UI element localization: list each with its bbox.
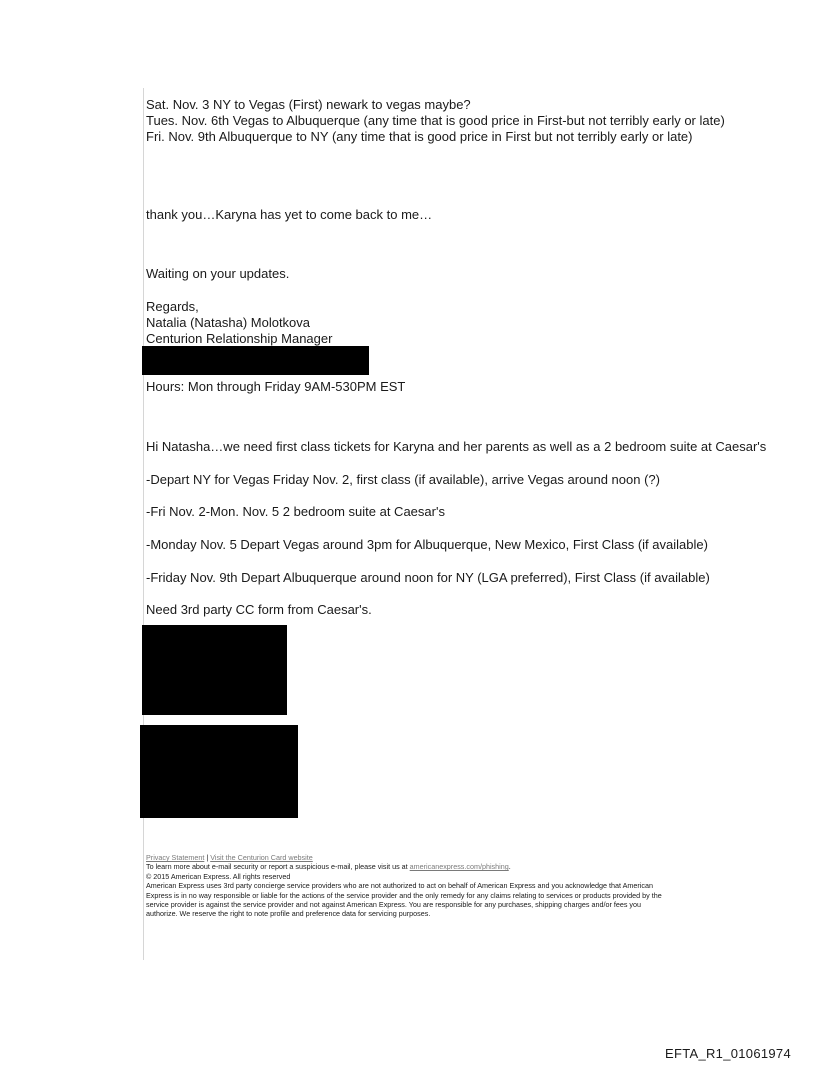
footer-links-row — [146, 853, 816, 862]
quote-margin-rule — [143, 88, 144, 960]
signature-title: Centurion Relationship Manager — [146, 331, 333, 346]
itinerary-line-3: Fri. Nov. 9th Albuquerque to NY (any time that is good price in First but not terribly early or late) — [146, 129, 693, 144]
document-id: EFTA_R1_01061974 — [665, 1046, 791, 1061]
disclaimer-line-1: American Express uses 3rd party concierge service providers who are not authorized to act on behalf of American Express and you acknowledge that American — [146, 881, 653, 891]
phishing-link[interactable]: americanexpress.com/phishing — [409, 862, 509, 872]
request-intro: Hi Natasha…we need first class tickets for Karyna and her parents as well as a 2 bedroom suite at Caesar's — [146, 439, 767, 454]
signature-regards: Regards, — [146, 299, 199, 314]
security-notice — [146, 862, 816, 871]
waiting-line: Waiting on your updates. — [146, 266, 290, 281]
itinerary-line-2: Tues. Nov. 6th Vegas to Albuquerque (any time that is good price in First-but not terribly early or late) — [146, 113, 725, 128]
email-footer — [146, 853, 816, 919]
footer-separator: | — [206, 853, 209, 862]
disclaimer-line-2: Express is in no way responsible or liable for the actions of the service provider and the only remedy for any claims relating to services or products provided by the — [146, 890, 662, 900]
request-item-2: -Fri Nov. 2-Mon. Nov. 5 2 bedroom suite at Caesar's — [146, 504, 445, 519]
copyright-line: © 2015 American Express. All rights reserved — [146, 871, 291, 881]
signature-name: Natalia (Natasha) Molotkova — [146, 315, 311, 330]
request-closing: Need 3rd party CC form from Caesar's. — [146, 602, 372, 617]
disclaimer-line-4: authorize. We reserve the right to note profile and preference data for servicing purposes. — [146, 909, 431, 919]
itinerary-line-1: Sat. Nov. 3 NY to Vegas (First) newark to vegas maybe? — [146, 97, 471, 112]
request-item-3: -Monday Nov. 5 Depart Vegas around 3pm for Albuquerque, New Mexico, First Class (if available) — [146, 537, 708, 552]
redaction-block-phone — [142, 346, 369, 375]
security-text: To learn more about e-mail security or report a suspicious e-mail, please visit us at — [146, 862, 410, 872]
disclaimer-line-3: service provider is against the service provider and not against American Express. You are responsible for any purchases, shipping charges and/or fees you — [146, 900, 642, 910]
request-item-4: -Friday Nov. 9th Depart Albuquerque around noon for NY (LGA preferred), First Class (if available) — [146, 570, 710, 585]
reply-line: thank you…Karyna has yet to come back to me… — [146, 207, 433, 222]
redaction-block-2 — [140, 725, 298, 818]
centurion-website-link[interactable]: Visit the Centurion Card website — [210, 853, 313, 862]
redaction-block-1 — [142, 625, 287, 715]
request-item-1: -Depart NY for Vegas Friday Nov. 2, first class (if available), arrive Vegas around noon (?) — [146, 472, 660, 487]
security-period: . — [508, 862, 511, 872]
privacy-statement-link[interactable]: Privacy Statement — [146, 853, 205, 862]
signature-hours: Hours: Mon through Friday 9AM-530PM EST — [146, 379, 406, 394]
